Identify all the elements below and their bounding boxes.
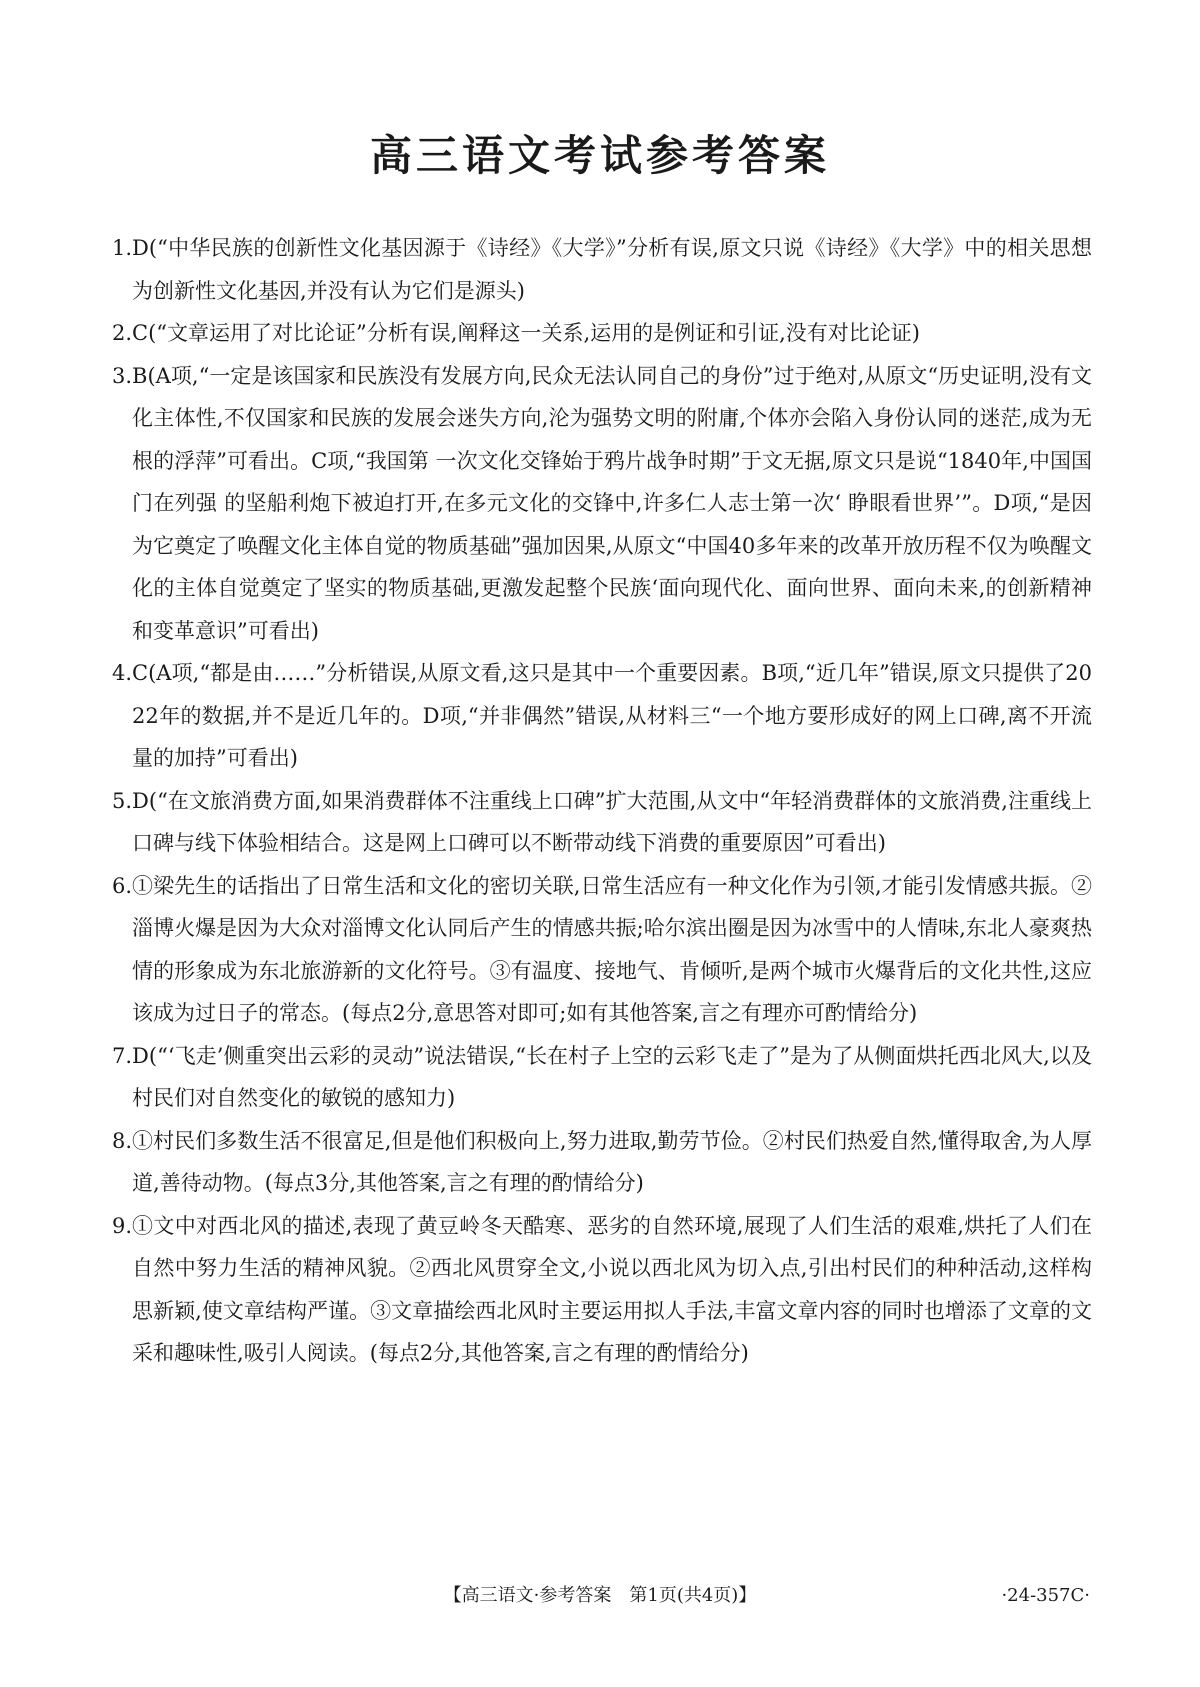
answer-text: C(A项,“都是由……”分析错误,从原文看,这只是其中一个重要因素。B项,“近几年”错误,原文只提供了2022年的数据,并不是近几年的。D项,“并非偶然”错误,从材料三“一个地方要形成好的网上口碑,离不开流量的加持”可看出) [132, 661, 1092, 770]
answer-number: 9. [112, 1213, 133, 1238]
answer-item-3 [112, 355, 1092, 653]
answer-item-8 [112, 1120, 1092, 1205]
answer-text: ①村民们多数生活不很富足,但是他们积极向上,努力进取,勤劳节俭。②村民们热爱自然,懂得取舍,为人厚道,善待动物。(每点3分,其他答案,言之有理的酌情给分) [132, 1128, 1092, 1195]
answer-item-1 [112, 227, 1092, 312]
answer-item-4 [112, 652, 1092, 780]
answer-item-9 [112, 1205, 1092, 1375]
answer-text: D(“中华民族的创新性文化基因源于《诗经》《大学》”分析有误,原文只说《诗经》《大学》中的相关思想为创新性文化基因,并没有认为它们是源头) [132, 236, 1092, 303]
answer-text: ①梁先生的话指出了日常生活和文化的密切关联,日常生活应有一种文化作为引领,才能引发情感共振。②淄博火爆是因为大众对淄博文化认同后产生的情感共振;哈尔滨出圈是因为冰雪中的人情味,东北人豪爽热情的形象成为东北旅游新的文化符号。③有温度、接地气、肯倾听,是两个城市火爆背后的文化共性,这应该成为过日子的常态。(每点2分,意思答对即可;如有其他答案,言之有理亦可酌情给分) [132, 873, 1092, 1025]
answer-item-7 [112, 1035, 1092, 1120]
page-footer [0, 1581, 1200, 1611]
answer-text: B(A项,“一定是该国家和民族没有发展方向,民众无法认同自己的身份”过于绝对,从原文“历史证明,没有文化主体性,不仅国家和民族的发展会迷失方向,沦为强势文明的附庸,个体亦会陷入身份认同的迷茫,成为无根的浮萍”可看出。C项,“我国第 一次文化交锋始于鸦片战争时期”于文无据,原文只是说“1840年,中国国门在列强 的坚船利炮下被迫打开,在多元文化的交锋中,许多仁人志士第一次‘ 睁眼看世界’”。D项,“是因为它奠定了唤醒文化主体自觉的物质基础”强加因果,从原文“中国40多年来的改革开放历程不仅为唤醒文化的主体自觉奠定了坚实的物质基础,更激发起整个民族‘面向现代化、面向世界、面向未来,的创新精神和变革意识”可看出) [132, 363, 1092, 643]
page-title: 高三语文考试参考答案 [369, 131, 830, 180]
answer-number: 6. [112, 873, 133, 898]
answer-text: D(“‘飞走’侧重突出云彩的灵动”说法错误,“长在村子上空的云彩飞走了”是为了从侧面烘托西北风大,以及村民们对自然变化的敏锐的感知力) [132, 1043, 1092, 1110]
answer-number: 8. [112, 1128, 133, 1153]
answer-number: 2. [112, 321, 133, 345]
answer-text: D(“在文旅消费方面,如果消费群体不注重线上口碑”扩大范围,从文中“年轻消费群体的文旅消费,注重线上口碑与线下体验相结合。这是网上口碑可以不断带动线下消费的重要原因”可看出) [132, 788, 1092, 855]
answer-item-5 [112, 780, 1092, 865]
footer-page-info: 【高三语文·参考答案 第1页(共4页)】 [443, 1585, 757, 1606]
answer-number: 4. [112, 661, 133, 685]
answer-item-2 [112, 312, 1092, 355]
answer-number: 5. [112, 788, 133, 813]
footer-doc-code: ·24-357C· [1001, 1585, 1090, 1606]
answer-text: C(“文章运用了对比论证”分析有误,阐释这一关系,运用的是例证和引证,没有对比论证) [132, 321, 920, 345]
answer-list [112, 227, 1092, 1375]
answer-text: ①文中对西北风的描述,表现了黄豆岭冬天酷寒、恶劣的自然环境,展现了人们生活的艰难,烘托了人们在自然中努力生活的精神风貌。②西北风贯穿全文,小说以西北风为切入点,引出村民们的种种活动,这样构思新颖,使文章结构严谨。③文章描绘西北风时主要运用拟人手法,丰富文章内容的同时也增添了文章的文采和趣味性,吸引人阅读。(每点2分,其他答案,言之有理的酌情给分) [132, 1213, 1092, 1365]
answer-number: 7. [112, 1043, 133, 1068]
answer-item-6 [112, 865, 1092, 1035]
answer-number: 1. [112, 236, 133, 260]
answer-number: 3. [112, 363, 133, 388]
